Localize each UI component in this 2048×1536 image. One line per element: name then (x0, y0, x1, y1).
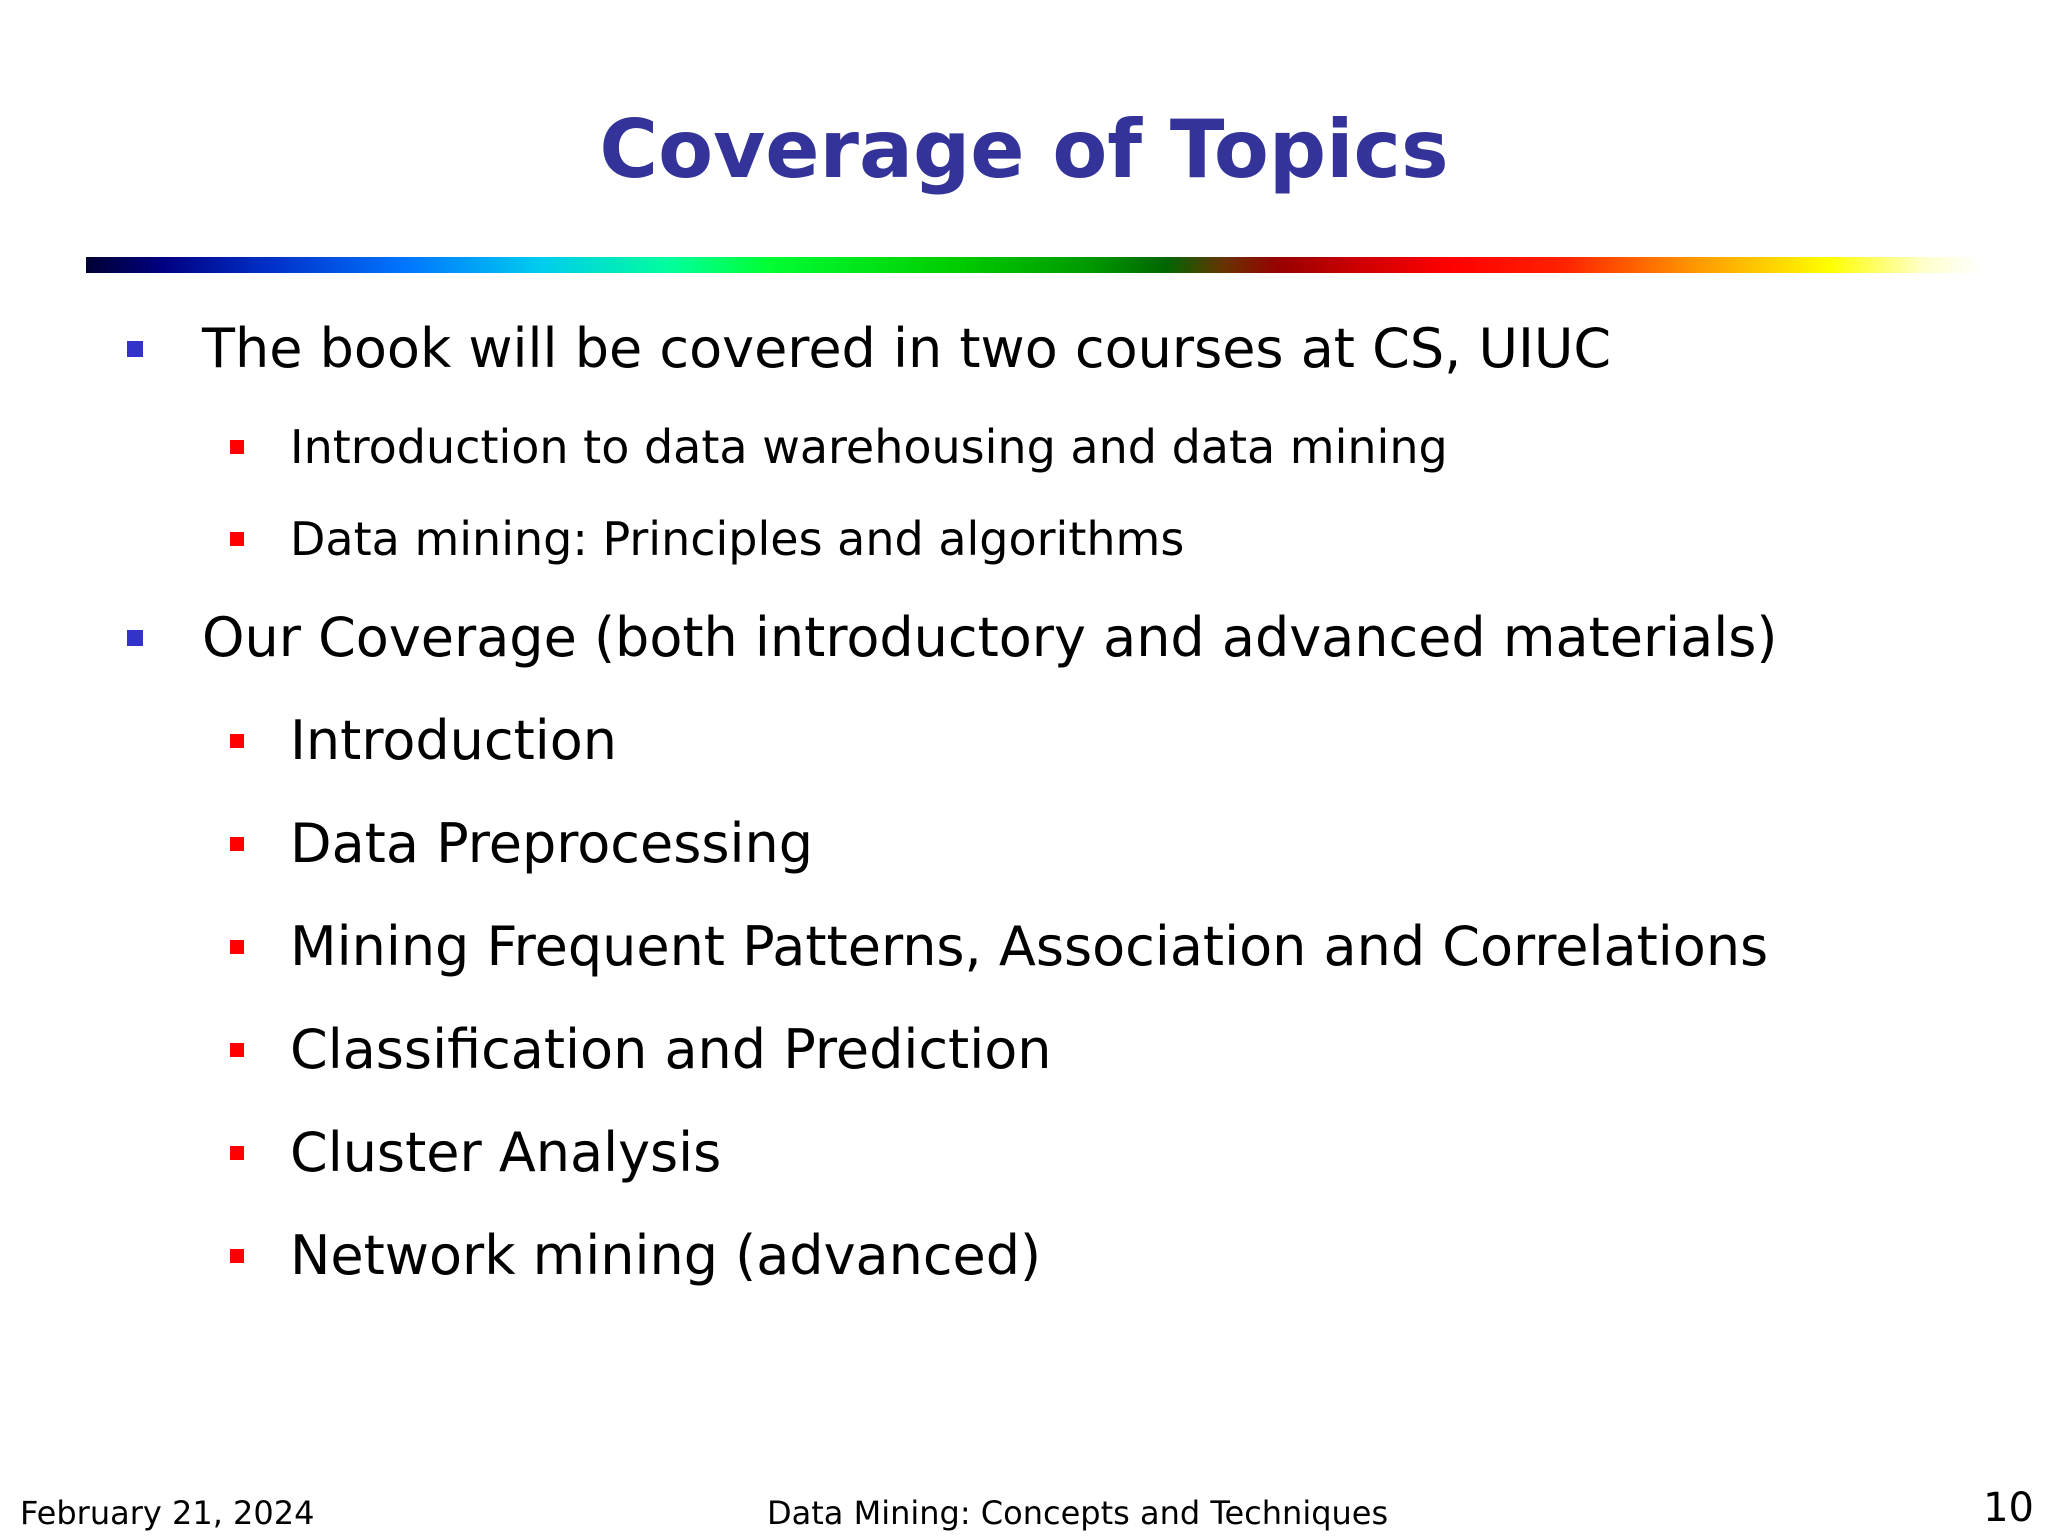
slide-title: Coverage of Topics (599, 103, 1449, 196)
sub-bullet-item (230, 706, 617, 776)
bullet-text: Our Coverage (both introductory and advanced materials) (202, 606, 1778, 669)
bullet-text: The book will be covered in two courses at CS, UIUC (202, 317, 1612, 380)
sub-bullet-text: Data Preprocessing (290, 812, 813, 875)
square-bullet-icon (230, 532, 244, 546)
sub-bullet-item (230, 509, 1184, 569)
sub-bullet-text: Introduction to data warehousing and data mining (290, 420, 1448, 474)
footer-date: February 21, 2024 (20, 1494, 315, 1532)
rainbow-divider (86, 257, 1981, 273)
footer-title: Data Mining: Concepts and Techniques (767, 1494, 1389, 1532)
square-bullet-icon (230, 940, 244, 954)
square-bullet-icon (230, 440, 244, 454)
bullet-item (127, 603, 1777, 673)
sub-bullet-item (230, 912, 1768, 982)
square-bullet-icon (230, 1043, 244, 1057)
sub-bullet-text: Data mining: Principles and algorithms (290, 512, 1185, 566)
sub-bullet-item (230, 1221, 1041, 1291)
sub-bullet-text: Cluster Analysis (290, 1121, 722, 1184)
square-bullet-icon (127, 341, 143, 357)
page-number: 10 (1983, 1485, 2034, 1531)
square-bullet-icon (127, 630, 143, 646)
sub-bullet-item (230, 809, 813, 879)
square-bullet-icon (230, 1146, 244, 1160)
bullet-item (127, 314, 1611, 384)
square-bullet-icon (230, 734, 244, 748)
sub-bullet-item (230, 1118, 721, 1188)
square-bullet-icon (230, 1249, 244, 1263)
sub-bullet-text: Network mining (advanced) (290, 1224, 1042, 1287)
sub-bullet-text: Mining Frequent Patterns, Association and Correlations (290, 915, 1769, 978)
sub-bullet-text: Introduction (290, 709, 618, 772)
sub-bullet-text: Classification and Prediction (290, 1018, 1052, 1081)
square-bullet-icon (230, 837, 244, 851)
sub-bullet-item (230, 1015, 1051, 1085)
sub-bullet-item (230, 417, 1448, 477)
